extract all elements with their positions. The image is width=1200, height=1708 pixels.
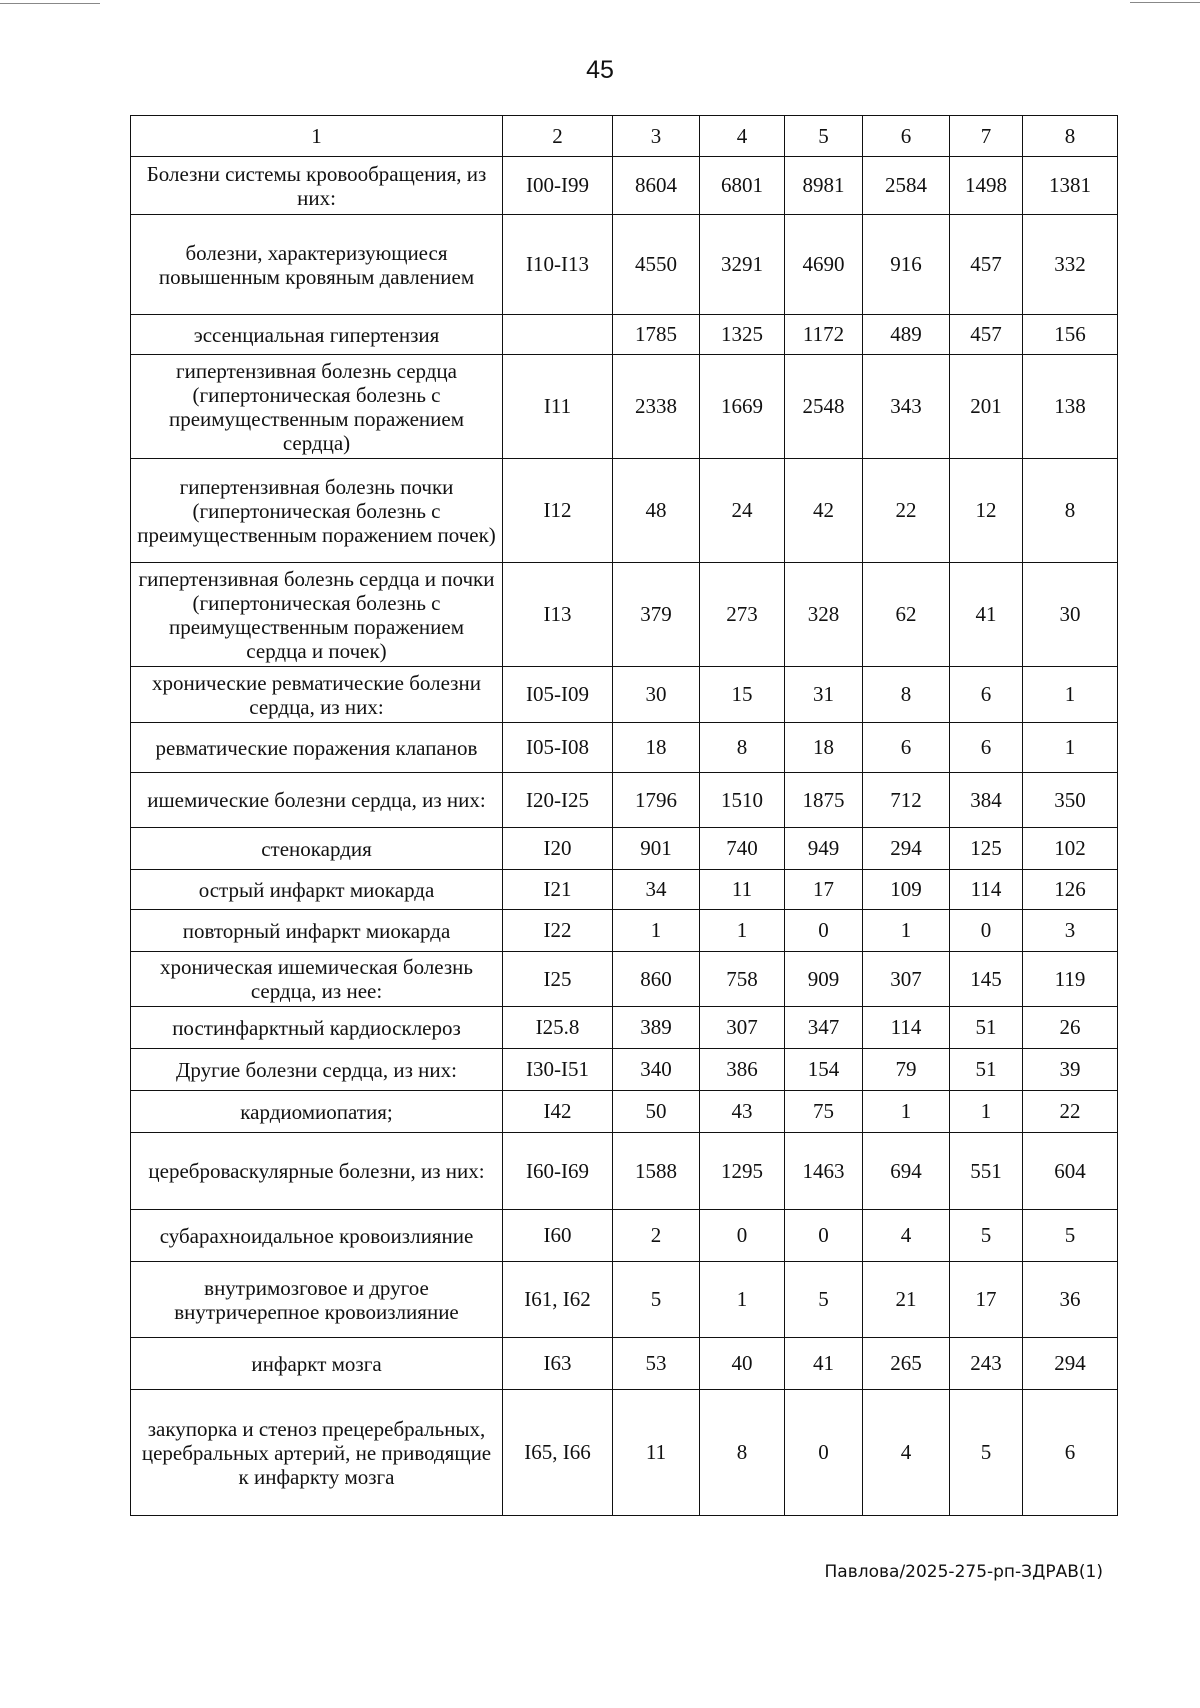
value-cell: 36: [1023, 1262, 1118, 1338]
value-cell: 273: [700, 563, 785, 667]
value-cell: 243: [950, 1338, 1023, 1390]
value-cell: 109: [863, 870, 950, 910]
value-cell: 1785: [613, 315, 700, 355]
value-cell: 114: [950, 870, 1023, 910]
value-cell: 8981: [785, 157, 863, 215]
value-cell: 740: [700, 828, 785, 870]
table-row: [131, 723, 1118, 773]
value-cell: 340: [613, 1049, 700, 1091]
disease-name-cell: стенокардия: [131, 828, 503, 870]
value-cell: 42: [785, 459, 863, 563]
value-cell: 1: [1023, 723, 1118, 773]
table-row: [131, 1262, 1118, 1338]
column-header: 6: [863, 116, 950, 157]
icd-code-cell: I20: [503, 828, 613, 870]
icd-code-cell: I20-I25: [503, 773, 613, 828]
value-cell: 5: [1023, 1210, 1118, 1262]
value-cell: 4: [863, 1210, 950, 1262]
value-cell: 1: [950, 1091, 1023, 1133]
icd-code-cell: I05-I09: [503, 667, 613, 723]
value-cell: 8: [700, 1390, 785, 1516]
disease-name-cell: инфаркт мозга: [131, 1338, 503, 1390]
table-row: [131, 1049, 1118, 1091]
value-cell: 51: [950, 1007, 1023, 1049]
disease-name-cell: субарахноидальное кровоизлияние: [131, 1210, 503, 1262]
value-cell: 201: [950, 355, 1023, 459]
value-cell: 17: [785, 870, 863, 910]
value-cell: 860: [613, 952, 700, 1007]
value-cell: 31: [785, 667, 863, 723]
value-cell: 350: [1023, 773, 1118, 828]
value-cell: 41: [785, 1338, 863, 1390]
value-cell: 1: [863, 1091, 950, 1133]
document-reference: Павлова/2025-275-рп-ЗДРАВ(1): [824, 1562, 1103, 1582]
table-row: [131, 952, 1118, 1007]
table-row: [131, 157, 1118, 215]
value-cell: 1295: [700, 1133, 785, 1210]
value-cell: 386: [700, 1049, 785, 1091]
icd-code-cell: I60: [503, 1210, 613, 1262]
value-cell: 1172: [785, 315, 863, 355]
value-cell: 17: [950, 1262, 1023, 1338]
value-cell: 75: [785, 1091, 863, 1133]
value-cell: 15: [700, 667, 785, 723]
disease-name-cell: цереброваскулярные болезни, из них:: [131, 1133, 503, 1210]
table-row: [131, 910, 1118, 952]
value-cell: 909: [785, 952, 863, 1007]
value-cell: 119: [1023, 952, 1118, 1007]
value-cell: 126: [1023, 870, 1118, 910]
value-cell: 379: [613, 563, 700, 667]
icd-code-cell: I65, I66: [503, 1390, 613, 1516]
disease-name-cell: гипертензивная болезнь почки (гипертоническая болезнь с преимущественным поражением почек): [131, 459, 503, 563]
value-cell: 457: [950, 315, 1023, 355]
value-cell: 0: [700, 1210, 785, 1262]
value-cell: 21: [863, 1262, 950, 1338]
icd-code-cell: I05-I08: [503, 723, 613, 773]
icd-code-cell: I60-I69: [503, 1133, 613, 1210]
value-cell: 1381: [1023, 157, 1118, 215]
value-cell: 114: [863, 1007, 950, 1049]
value-cell: 156: [1023, 315, 1118, 355]
value-cell: 6: [950, 723, 1023, 773]
table-row: [131, 315, 1118, 355]
value-cell: 551: [950, 1133, 1023, 1210]
icd-code-cell: I42: [503, 1091, 613, 1133]
value-cell: 1: [863, 910, 950, 952]
value-cell: 384: [950, 773, 1023, 828]
icd-code-cell: I13: [503, 563, 613, 667]
value-cell: 8604: [613, 157, 700, 215]
icd-code-cell: I00-I99: [503, 157, 613, 215]
value-cell: 138: [1023, 355, 1118, 459]
value-cell: 34: [613, 870, 700, 910]
value-cell: 1796: [613, 773, 700, 828]
value-cell: 40: [700, 1338, 785, 1390]
disease-name-cell: хроническая ишемическая болезнь сердца, из нее:: [131, 952, 503, 1007]
value-cell: 1: [700, 1262, 785, 1338]
value-cell: 22: [863, 459, 950, 563]
value-cell: 901: [613, 828, 700, 870]
value-cell: 307: [863, 952, 950, 1007]
disease-name-cell: хронические ревматические болезни сердца, из них:: [131, 667, 503, 723]
value-cell: 1: [613, 910, 700, 952]
value-cell: 154: [785, 1049, 863, 1091]
column-header: 1: [131, 116, 503, 157]
value-cell: 6: [863, 723, 950, 773]
table-row: [131, 1390, 1118, 1516]
column-header: 4: [700, 116, 785, 157]
value-cell: 1: [1023, 667, 1118, 723]
table-row: [131, 773, 1118, 828]
value-cell: 489: [863, 315, 950, 355]
table-row: [131, 1210, 1118, 1262]
disease-name-cell: внутримозговое и другое внутричерепное кровоизлияние: [131, 1262, 503, 1338]
statistics-table: [130, 115, 1118, 1516]
value-cell: 758: [700, 952, 785, 1007]
table-row: [131, 828, 1118, 870]
table-row: [131, 215, 1118, 315]
table-row: [131, 1338, 1118, 1390]
value-cell: 294: [1023, 1338, 1118, 1390]
value-cell: 307: [700, 1007, 785, 1049]
value-cell: 294: [863, 828, 950, 870]
value-cell: 1875: [785, 773, 863, 828]
value-cell: 145: [950, 952, 1023, 1007]
value-cell: 2338: [613, 355, 700, 459]
disease-name-cell: острый инфаркт миокарда: [131, 870, 503, 910]
value-cell: 347: [785, 1007, 863, 1049]
icd-code-cell: [503, 315, 613, 355]
icd-code-cell: I25: [503, 952, 613, 1007]
value-cell: 11: [700, 870, 785, 910]
value-cell: 8: [863, 667, 950, 723]
value-cell: 1510: [700, 773, 785, 828]
value-cell: 6: [1023, 1390, 1118, 1516]
value-cell: 343: [863, 355, 950, 459]
value-cell: 328: [785, 563, 863, 667]
icd-code-cell: I11: [503, 355, 613, 459]
value-cell: 0: [785, 1390, 863, 1516]
icd-code-cell: I12: [503, 459, 613, 563]
value-cell: 5: [950, 1390, 1023, 1516]
disease-name-cell: кардиомиопатия;: [131, 1091, 503, 1133]
value-cell: 949: [785, 828, 863, 870]
disease-name-cell: ишемические болезни сердца, из них:: [131, 773, 503, 828]
value-cell: 389: [613, 1007, 700, 1049]
table-row: [131, 667, 1118, 723]
table-row: [131, 1091, 1118, 1133]
value-cell: 4690: [785, 215, 863, 315]
value-cell: 2584: [863, 157, 950, 215]
value-cell: 5: [785, 1262, 863, 1338]
table-row: [131, 563, 1118, 667]
value-cell: 0: [785, 1210, 863, 1262]
table-row: [131, 1007, 1118, 1049]
value-cell: 712: [863, 773, 950, 828]
value-cell: 24: [700, 459, 785, 563]
icd-code-cell: I25.8: [503, 1007, 613, 1049]
column-header: 8: [1023, 116, 1118, 157]
value-cell: 11: [613, 1390, 700, 1516]
value-cell: 41: [950, 563, 1023, 667]
value-cell: 8: [1023, 459, 1118, 563]
value-cell: 43: [700, 1091, 785, 1133]
disease-name-cell: Другие болезни сердца, из них:: [131, 1049, 503, 1091]
value-cell: 30: [1023, 563, 1118, 667]
disease-name-cell: закупорка и стеноз прецеребральных, церебральных артерий, не приводящие к инфаркту мозга: [131, 1390, 503, 1516]
value-cell: 51: [950, 1049, 1023, 1091]
value-cell: 39: [1023, 1049, 1118, 1091]
scan-edge-line-right: [1130, 2, 1200, 3]
value-cell: 1588: [613, 1133, 700, 1210]
icd-code-cell: I22: [503, 910, 613, 952]
value-cell: 125: [950, 828, 1023, 870]
table-row: [131, 1133, 1118, 1210]
value-cell: 5: [950, 1210, 1023, 1262]
value-cell: 48: [613, 459, 700, 563]
value-cell: 18: [613, 723, 700, 773]
disease-name-cell: постинфарктный кардиосклероз: [131, 1007, 503, 1049]
value-cell: 4: [863, 1390, 950, 1516]
value-cell: 53: [613, 1338, 700, 1390]
icd-code-cell: I10-I13: [503, 215, 613, 315]
disease-name-cell: ревматические поражения клапанов: [131, 723, 503, 773]
table-header-row: [131, 116, 1118, 157]
column-header: 7: [950, 116, 1023, 157]
value-cell: 694: [863, 1133, 950, 1210]
value-cell: 26: [1023, 1007, 1118, 1049]
value-cell: 1325: [700, 315, 785, 355]
disease-name-cell: болезни, характеризующиеся повышенным кровяным давлением: [131, 215, 503, 315]
value-cell: 1498: [950, 157, 1023, 215]
value-cell: 12: [950, 459, 1023, 563]
value-cell: 6801: [700, 157, 785, 215]
table-row: [131, 355, 1118, 459]
value-cell: 102: [1023, 828, 1118, 870]
value-cell: 0: [785, 910, 863, 952]
scan-edge-line-left: [0, 3, 100, 4]
value-cell: 265: [863, 1338, 950, 1390]
icd-code-cell: I61, I62: [503, 1262, 613, 1338]
column-header: 5: [785, 116, 863, 157]
column-header: 2: [503, 116, 613, 157]
disease-name-cell: гипертензивная болезнь сердца (гипертоническая болезнь с преимущественным поражением сердца): [131, 355, 503, 459]
table-row: [131, 870, 1118, 910]
table-row: [131, 459, 1118, 563]
value-cell: 18: [785, 723, 863, 773]
value-cell: 62: [863, 563, 950, 667]
disease-name-cell: гипертензивная болезнь сердца и почки (гипертоническая болезнь с преимущественным поражением сердца и почек): [131, 563, 503, 667]
value-cell: 3: [1023, 910, 1118, 952]
value-cell: 916: [863, 215, 950, 315]
value-cell: 6: [950, 667, 1023, 723]
value-cell: 457: [950, 215, 1023, 315]
value-cell: 0: [950, 910, 1023, 952]
disease-name-cell: повторный инфаркт миокарда: [131, 910, 503, 952]
value-cell: 1669: [700, 355, 785, 459]
disease-name-cell: эссенциальная гипертензия: [131, 315, 503, 355]
value-cell: 79: [863, 1049, 950, 1091]
icd-code-cell: I63: [503, 1338, 613, 1390]
disease-name-cell: Болезни системы кровообращения, из них:: [131, 157, 503, 215]
value-cell: 3291: [700, 215, 785, 315]
icd-code-cell: I21: [503, 870, 613, 910]
value-cell: 8: [700, 723, 785, 773]
value-cell: 2548: [785, 355, 863, 459]
value-cell: 604: [1023, 1133, 1118, 1210]
value-cell: 5: [613, 1262, 700, 1338]
column-header: 3: [613, 116, 700, 157]
value-cell: 22: [1023, 1091, 1118, 1133]
icd-code-cell: I30-I51: [503, 1049, 613, 1091]
value-cell: 1: [700, 910, 785, 952]
value-cell: 332: [1023, 215, 1118, 315]
value-cell: 2: [613, 1210, 700, 1262]
value-cell: 30: [613, 667, 700, 723]
page-number: 45: [586, 56, 614, 84]
value-cell: 4550: [613, 215, 700, 315]
value-cell: 50: [613, 1091, 700, 1133]
value-cell: 1463: [785, 1133, 863, 1210]
